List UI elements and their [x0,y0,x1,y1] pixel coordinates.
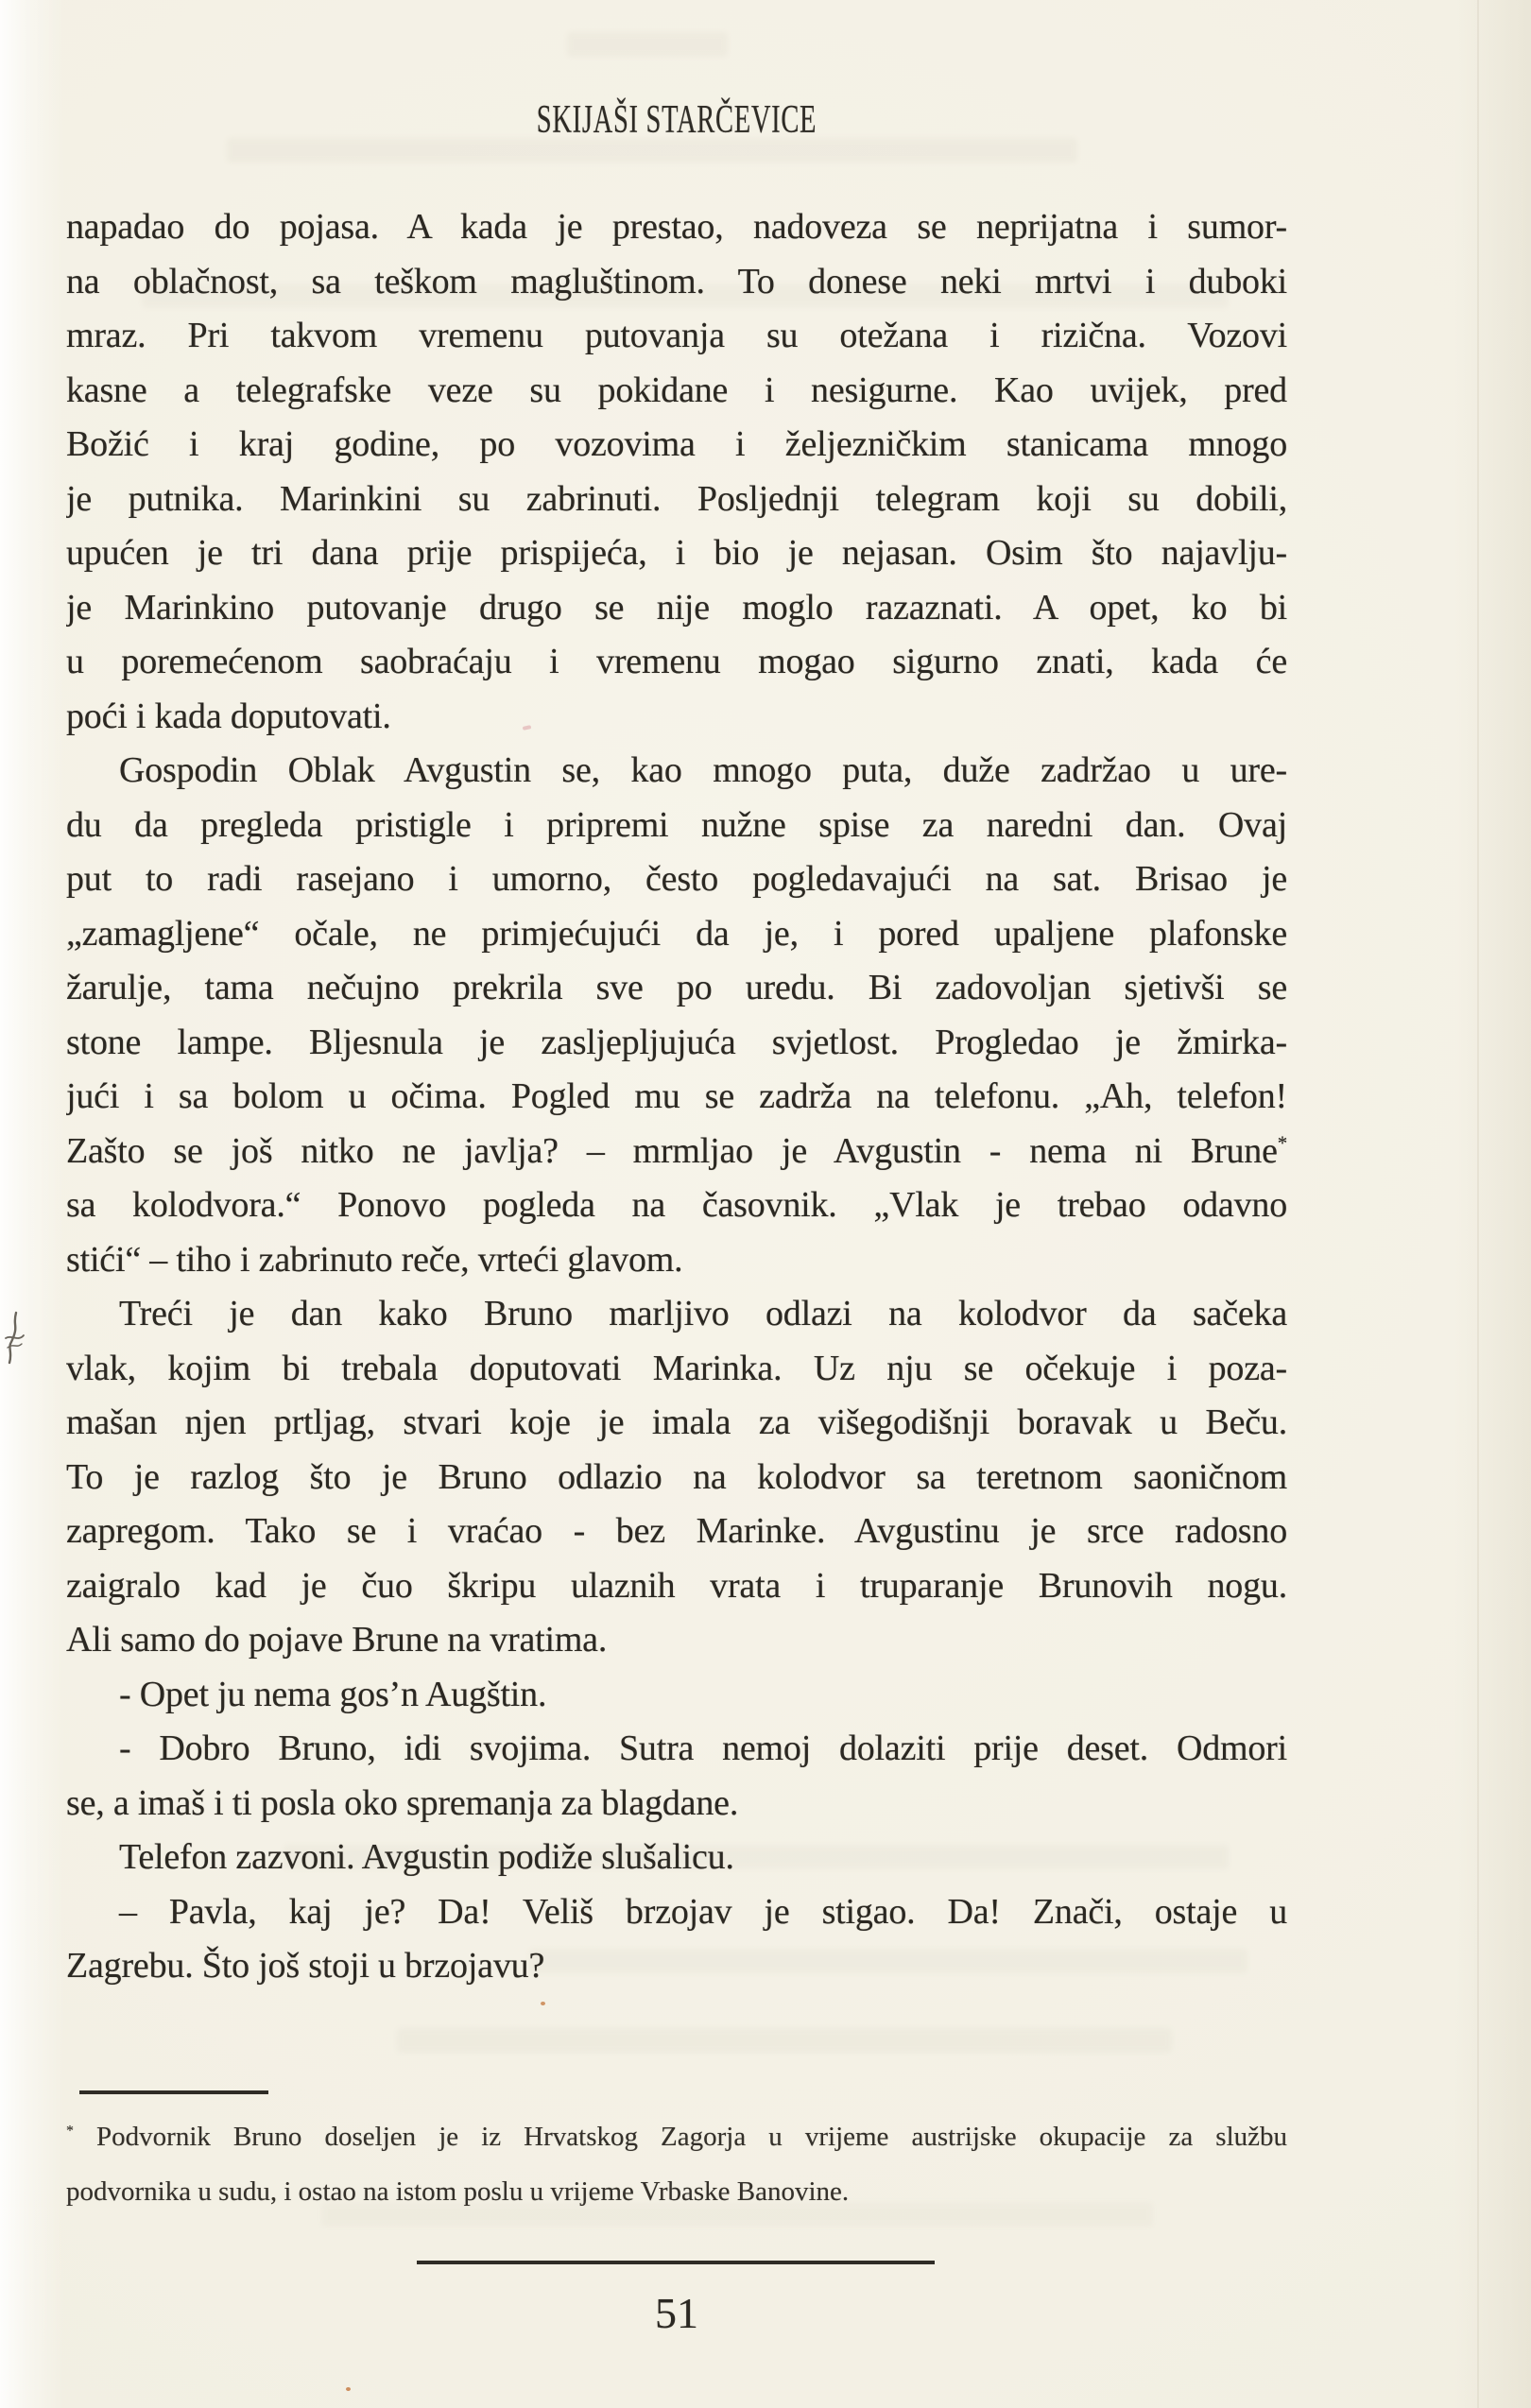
ghost-showthrough [567,32,728,57]
text-line: jući i sa bolom u očima. Pogled mu se zadrža na telefonu. „Ah, telefon! [66,1076,1287,1116]
ghost-showthrough [397,2028,1172,2053]
text-line: napadao do pojasa. A kada je prestao, nadoveza se neprijatna i sumor- [66,207,1287,247]
text-line: žarulje, tama nečujno prekrila sve po uredu. Bi zadovoljan sjetivši se [66,968,1287,1007]
text-line: se, a imaš i ti posla oko spremanja za blagdane. [66,1782,739,1823]
footnote-line: * Podvornik Bruno doseljen je iz Hrvatskog Zagorja u vrijeme austrijske okupacije za službu [66,2122,1287,2152]
page-number: 51 [655,2289,698,2337]
text-line: Ali samo do pojave Brune na vratima. [66,1620,608,1660]
text-line: stići“ – tiho i zabrinuto reče, vrteći glavom. [66,1239,683,1280]
page-header-title: SKIJAŠI STARČEVICE [536,98,817,142]
text-line: Zašto se još nitko ne javlja? – mrmljao je Avgustin - nema ni Brune* [66,1130,1287,1171]
text-line: sa kolodvora.“ Ponovo pogleda na časovnik. „Vlak je trebao odavno [66,1185,1287,1225]
footnote [66,2109,1287,2219]
text-line: Zagrebu. Što još stoji u brzojavu? [66,1946,545,1986]
text-line: upućen je tri dana prije prispijeća, i bio je nejasan. Osim što najavlju- [66,533,1287,573]
text-line: zapregom. Tako se i vraćao - bez Marinke. Avgustinu je srce radosno [66,1511,1287,1551]
text-line: je Marinkino putovanje drugo se nije moglo razaznati. A opet, ko bi [66,587,1287,628]
dust-speck [541,2002,545,2005]
text-line: vlak, kojim bi trebala doputovati Marinka. Uz nju se očekuje i poza- [66,1348,1287,1388]
text-line: mašan njen prtljag, stvari koje je imala za višegodišnji boravak u Beču. [66,1402,1287,1442]
text-line: Božić i kraj godine, po vozovima i željezničkim stanicama mnogo [66,424,1287,464]
text-line: Treći je dan kako Bruno marljivo odlazi na kolodvor da sačeka [119,1294,1287,1333]
text-line: na oblačnost, sa teškom magluštinom. To donese neki mrtvi i duboki [66,261,1287,301]
text-line: „zamagljene“ očale, ne primjećujući da je, i pored upaljene plafonske [66,913,1287,954]
page-number-rule [417,2261,935,2264]
text-line: je putnika. Marinkini su zabrinuti. Posljednji telegram koji su dobili, [66,478,1287,519]
text-line: du da pregleda pristigle i pripremi nužne spise za naredni dan. Ovaj [66,804,1287,845]
scan-edge-artifact [1477,0,1479,2408]
footnote-line: podvornika u sudu, i ostao na istom poslu u vrijeme Vrbaske Banovine. [66,2176,850,2207]
text-line: zaigralo kad je čuo škripu ulaznih vrata i truparanje Brunovih nogu. [66,1565,1287,1606]
text-line: Gospodin Oblak Avgustin se, kao mnogo puta, duže zadržao u ure- [119,750,1287,790]
text-line: Telefon zazvoni. Avgustin podiže slušalicu. [119,1837,734,1877]
body-text [66,200,1287,1994]
text-line: To je razlog što je Bruno odlazio na kolodvor sa teretnom saoničnom [66,1456,1287,1497]
text-line: kasne a telegrafske veze su pokidane i nesigurne. Kao uvijek, pred [66,370,1287,410]
dust-speck [346,2387,351,2391]
text-line: - Opet ju nema gos’n Augštin. [119,1674,547,1714]
text-line: stone lampe. Bljesnula je zasljepljujuća svjetlost. Progledao je žmirka- [66,1022,1287,1062]
text-line: put to radi rasejano i umorno, često pogledavajući na sat. Brisao je [66,859,1287,899]
text-line: u poremećenom saobraćaju i vremenu mogao sigurno znati, kada će [66,642,1287,681]
ink-mark [2,1310,28,1368]
text-line: poći i kada doputovati. [66,696,391,736]
text-line: mraz. Pri takvom vremenu putovanja su otežana i rizična. Vozovi [66,316,1287,355]
text-line: – Pavla, kaj je? Da! Veliš brzojav je stigao. Da! Znači, ostaje u [119,1891,1287,1932]
footnote-rule [79,2090,268,2094]
text-line: - Dobro Bruno, idi svojima. Sutra nemoj dolaziti prije deset. Odmori [119,1729,1287,1768]
